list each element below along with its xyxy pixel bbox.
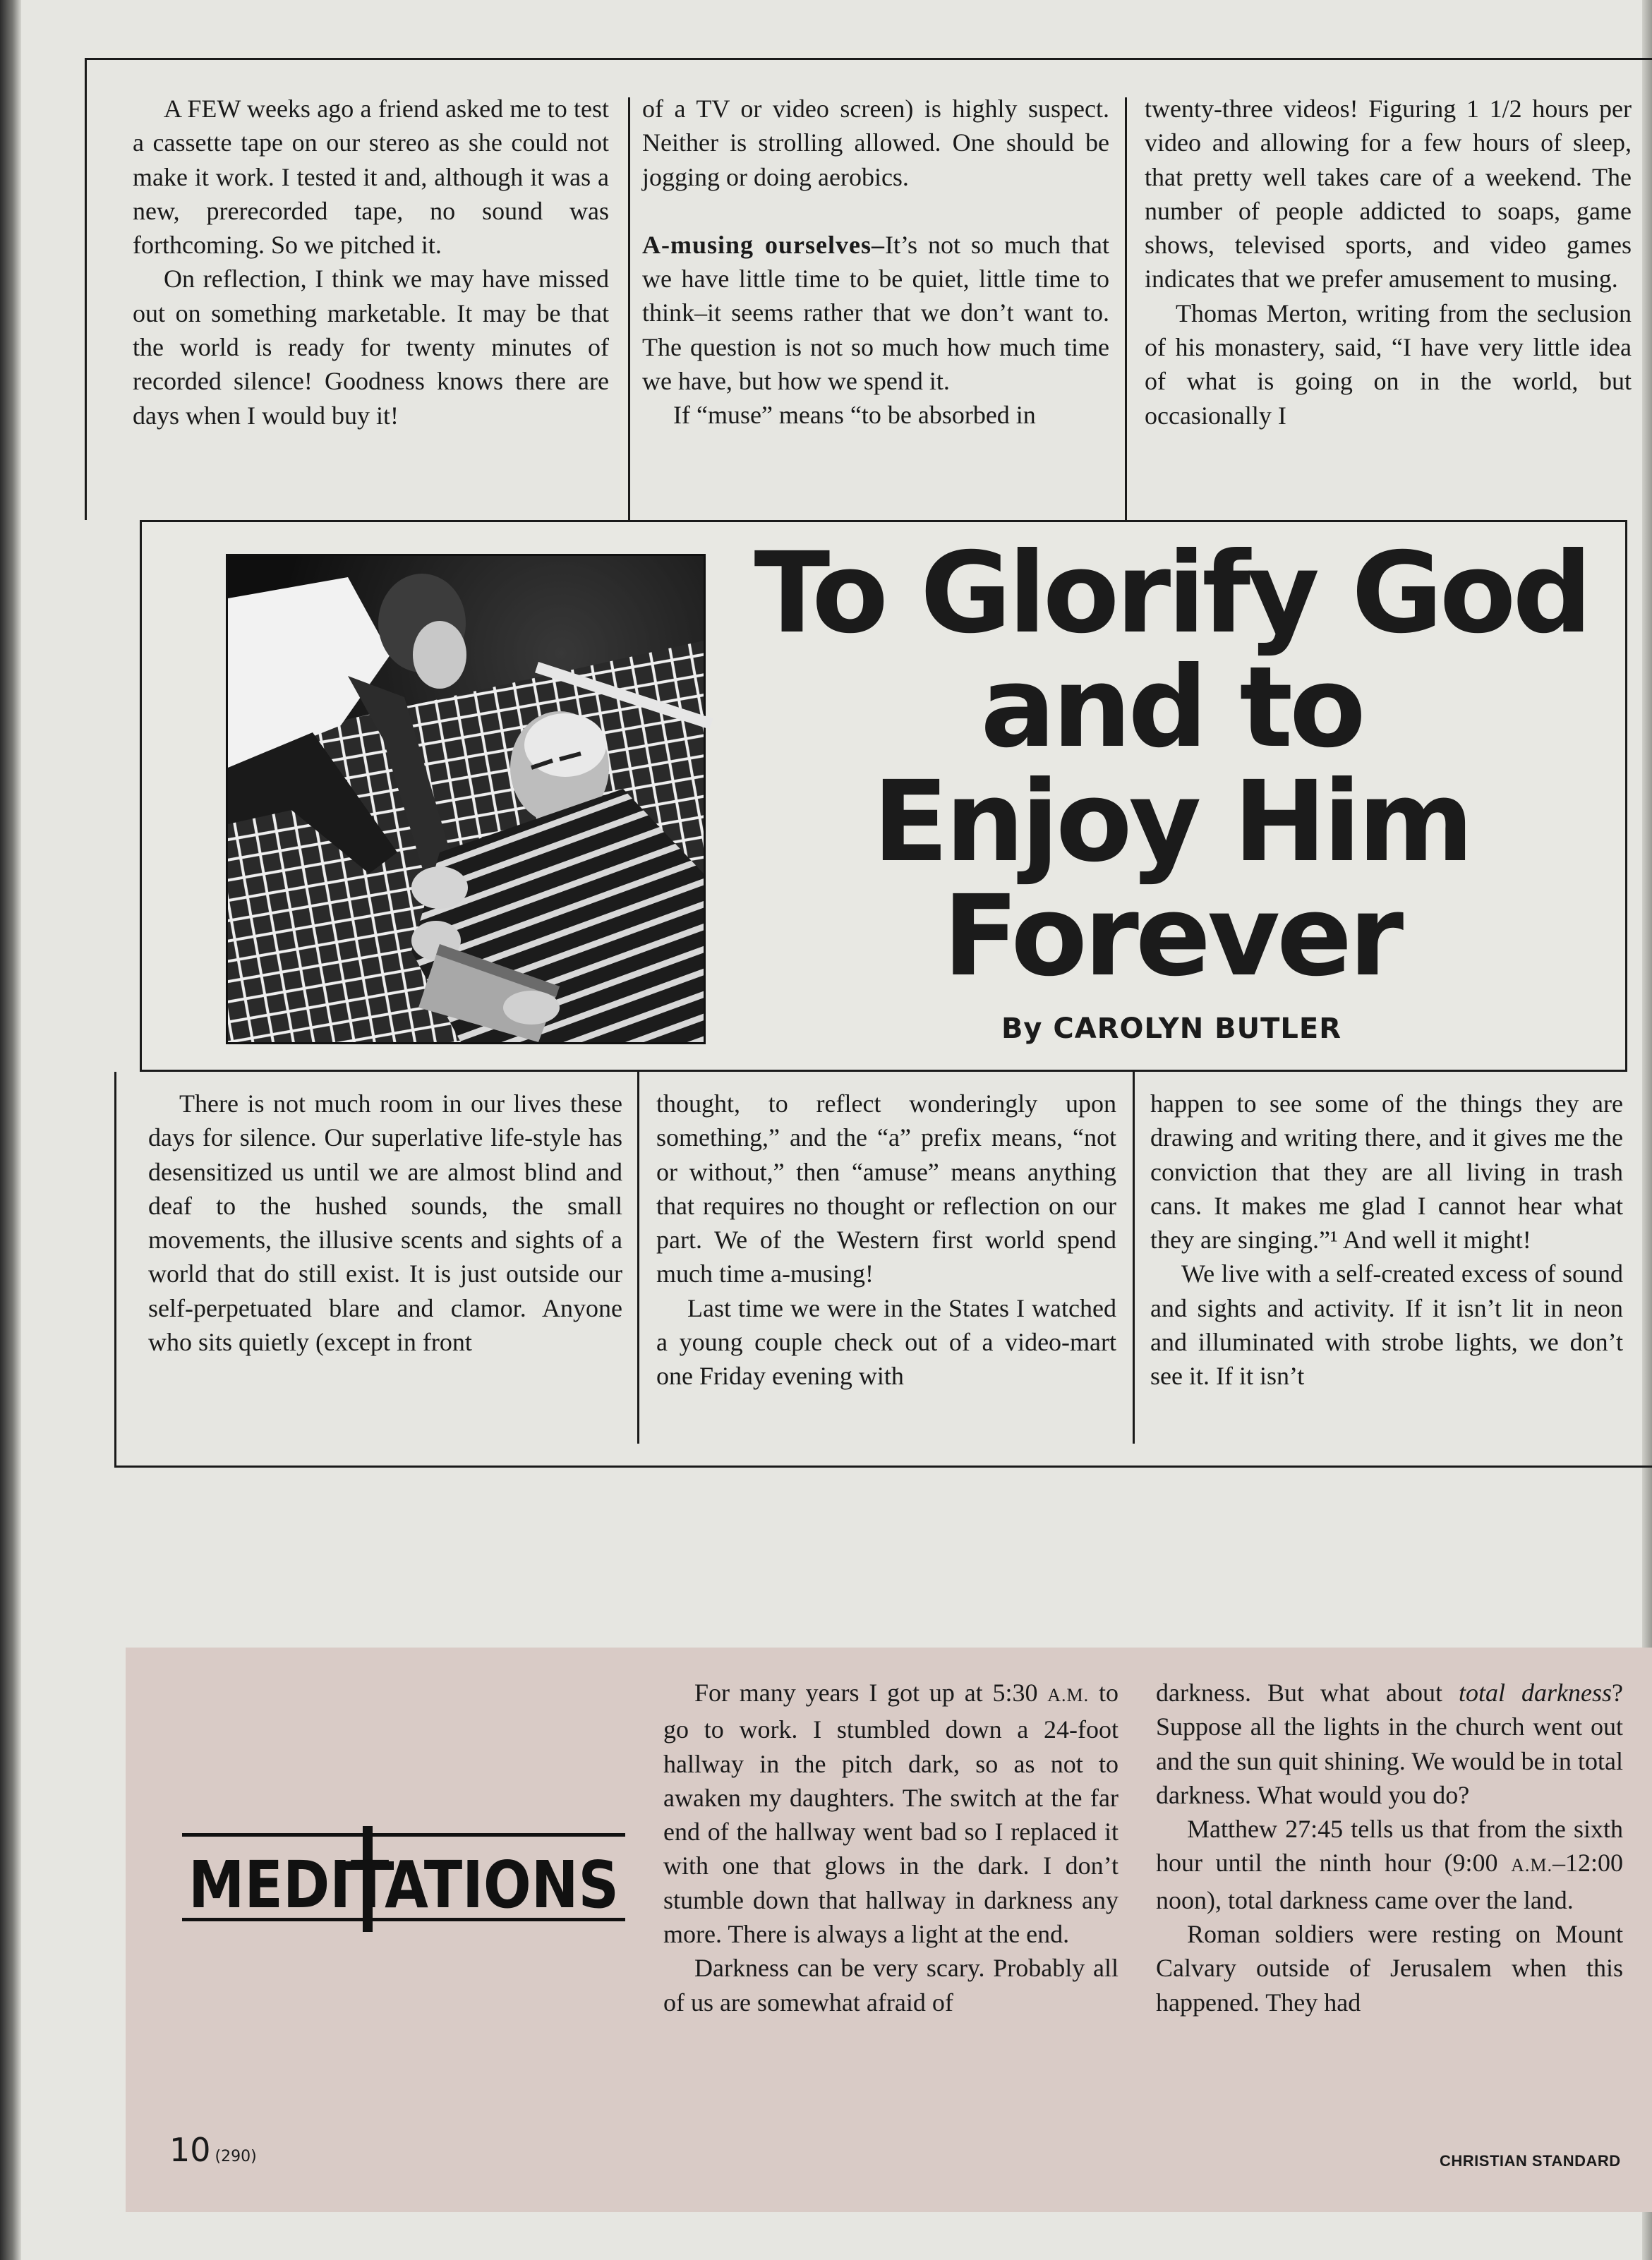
paragraph: Thomas Merton, writing from the seclusion of his monastery, said, “I have very little idea of what is going on in the world, but occasionally I <box>1145 298 1632 430</box>
paragraph: Matthew 27:45 tells us that from the sixth hour until the ninth hour (9:00 A.M.–12:00 noon), total darkness came over the land. <box>1156 1815 1623 1914</box>
paragraph: A FEW weeks ago a friend asked me to test a cassette tape on our stereo as she could not make it work. I tested it and, although it was a new, prerecorded tape, no sound was forthcoming. So we pitched it. <box>133 95 609 260</box>
article-column-bottom-2 <box>656 1087 1116 1439</box>
page-sub-number: (290) <box>215 2148 257 2165</box>
paragraph: For many years I got up at 5:30 A.M. to go to work. I stumbled down a 24-foot hallway in the pitch dark, so as not to awaken my daughters. The switch at the far end of the hallway went bad so I replaced it with one that glows in the dark. I don’t stumble down that hallway in darkness any more. There is always a light at the end. <box>663 1679 1119 1949</box>
column-divider <box>1133 1072 1135 1444</box>
article-title <box>748 528 1595 1001</box>
column-divider <box>628 97 630 520</box>
frame-top-rule <box>85 58 1652 60</box>
frame-bottom-rule <box>114 1466 1652 1468</box>
paragraph: There is not much room in our lives these days for silence. Our superlative life-style has desensitized us until we are almost blind and deaf to the hushed sounds, the small movements, the illusive scents and sights of a world that do still exist. It is just outside our self-perpetuated blare and clamor. Anyone who sits quietly (except in front <box>148 1089 622 1357</box>
paragraph: twenty-three videos! Figuring 1 1/2 hours per video and allowing for a few hours of sleep, that pretty well takes care of a weekend. The number of people addicted to soaps, game shows, televised sports, and video games indicates that we prefer amusement to musing. <box>1145 95 1632 294</box>
meditations-column-2 <box>1156 1676 1623 2099</box>
frame-left-rule-bottom <box>114 1072 116 1467</box>
paragraph: Last time we were in the States I watched a young couple check out of a video-mart one Friday evening with <box>656 1293 1116 1391</box>
article-photo <box>226 554 706 1044</box>
article-column-top-2 <box>642 92 1109 508</box>
meditations-logo <box>182 1826 625 1932</box>
title-line: and to <box>980 643 1363 773</box>
subhead: A-musing ourselves– <box>642 230 886 259</box>
article-column-top-3 <box>1145 92 1632 508</box>
paragraph <box>642 228 1109 398</box>
article-column-bottom-3 <box>1150 1087 1623 1439</box>
title-line: To Glorify God <box>754 528 1589 658</box>
paragraph: We live with a self-created excess of sound and sights and activity. If it isn’t lit in neon and illuminated with strobe lights, we don’t see it. If it isn’t <box>1150 1259 1623 1391</box>
meditations-logo-text: MEDITATIONS <box>188 1847 619 1923</box>
paragraph: Roman soldiers were resting on Mount Calvary outside of Jerusalem when this happened. They had <box>1156 1920 1623 2017</box>
title-line: Forever <box>942 871 1401 1001</box>
paragraph-text: It’s not so much that we have little time to be quiet, little time to think–it seems rather that we don’t want to. The question is not so much how much time we have, but how we spend it. <box>642 230 1109 396</box>
article-column-top-1 <box>133 92 609 508</box>
meditations-column-1 <box>663 1676 1119 2099</box>
paragraph: thought, to reflect wonderingly upon something,” and the “a” prefix means, “not or without,” then “amuse” means anything that requires no thought or reflection on our part. We of the Western first world spend much time a-musing! <box>656 1089 1116 1288</box>
column-divider <box>637 1072 639 1444</box>
paragraph: darkness. But what about total darkness? Suppose all the lights in the church went out and the sun quit shining. We would be in total darkness. What would you do? <box>1156 1679 1623 1809</box>
title-line: Enjoy Him <box>872 757 1471 887</box>
paragraph: If “muse” means “to be absorbed in <box>673 401 1036 430</box>
paragraph: of a TV or video screen) is highly suspect. Neither is strolling allowed. One should be jogging or doing aerobics. <box>642 95 1109 191</box>
column-divider <box>1125 97 1127 520</box>
page-number: 10 (290) <box>169 2131 257 2169</box>
magazine-name: CHRISTIAN STANDARD <box>1440 2152 1621 2170</box>
paragraph: Darkness can be very scary. Probably all of us are somewhat afraid of <box>663 1954 1119 2017</box>
byline: By CAROLYN BUTLER <box>1001 1013 1342 1045</box>
binding-gutter <box>0 0 21 2260</box>
paragraph: happen to see some of the things they are drawing and writing there, and it gives me the conviction that they are all living in trash cans. It makes me glad I cannot hear what they are singing.”¹ And well it might! <box>1150 1089 1623 1255</box>
paragraph: On reflection, I think we may have missed out on something marketable. It may be that the world is ready for twenty minutes of recorded silence! Goodness knows there are days when I would buy it! <box>133 265 609 430</box>
article-column-bottom-1 <box>148 1087 622 1439</box>
frame-left-rule-top <box>85 58 87 520</box>
